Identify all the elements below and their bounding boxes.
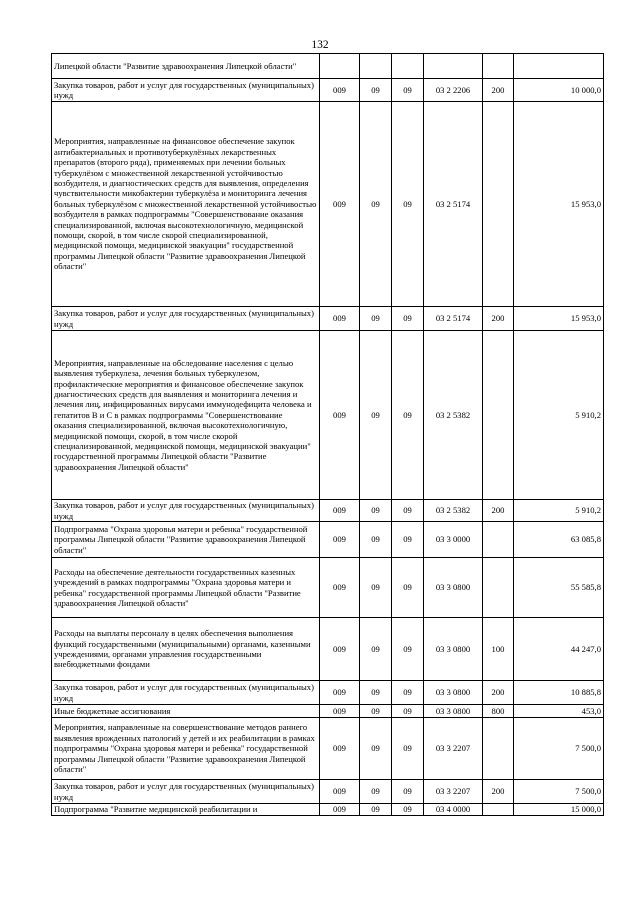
row-ministry-code: 009 — [320, 331, 360, 500]
row-expense-type: 200 — [483, 681, 514, 705]
row-section-code: 09 — [360, 331, 392, 500]
row-target-article: 03 2 5174 — [424, 307, 483, 331]
row-amount: 15 953,0 — [514, 307, 604, 331]
table-row — [52, 307, 604, 331]
row-expense-type — [483, 522, 514, 558]
row-amount: 55 585,8 — [514, 558, 604, 618]
table-row — [52, 804, 604, 816]
row-expense-type: 200 — [483, 79, 514, 102]
row-target-article: 03 3 0800 — [424, 681, 483, 705]
row-target-article: 03 4 0000 — [424, 804, 483, 816]
row-expense-type — [483, 804, 514, 816]
row-section-code: 09 — [360, 558, 392, 618]
row-section-code: 09 — [360, 79, 392, 102]
budget-table — [51, 53, 604, 816]
row-expense-type — [483, 558, 514, 618]
row-target-article: 03 3 0800 — [424, 618, 483, 681]
row-name: Закупка товаров, работ и услуг для государственных (муниципальных) нужд — [52, 307, 320, 331]
row-expense-type: 100 — [483, 618, 514, 681]
row-ministry-code: 009 — [320, 780, 360, 804]
table-row — [52, 718, 604, 780]
table-row — [52, 681, 604, 705]
row-target-article: 03 3 2207 — [424, 780, 483, 804]
row-target-article: 03 3 2207 — [424, 718, 483, 780]
row-ministry-code: 009 — [320, 705, 360, 718]
row-ministry-code: 009 — [320, 500, 360, 522]
table-row — [52, 618, 604, 681]
row-ministry-code — [320, 54, 360, 79]
table-row — [52, 79, 604, 102]
row-amount: 453,0 — [514, 705, 604, 718]
row-ministry-code: 009 — [320, 718, 360, 780]
row-amount: 63 085,8 — [514, 522, 604, 558]
row-expense-type: 200 — [483, 500, 514, 522]
row-ministry-code: 009 — [320, 804, 360, 816]
table-row — [52, 780, 604, 804]
row-subsection-code: 09 — [392, 102, 424, 307]
row-subsection-code: 09 — [392, 618, 424, 681]
page-number: 132 — [311, 39, 329, 51]
row-amount: 10 885,8 — [514, 681, 604, 705]
row-name: Закупка товаров, работ и услуг для государственных (муниципальных) нужд — [52, 780, 320, 804]
table-row — [52, 500, 604, 522]
row-name: Подпрограмма "Охрана здоровья матери и ребенка" государственной программы Липецкой области "Развитие здравоохранения Липецкой области" — [52, 522, 320, 558]
table-row — [52, 558, 604, 618]
row-subsection-code: 09 — [392, 331, 424, 500]
row-expense-type — [483, 718, 514, 780]
row-amount: 44 247,0 — [514, 618, 604, 681]
row-section-code: 09 — [360, 102, 392, 307]
table-row — [52, 522, 604, 558]
row-section-code: 09 — [360, 718, 392, 780]
row-amount: 15 953,0 — [514, 102, 604, 307]
row-ministry-code: 009 — [320, 79, 360, 102]
row-name: Липецкой области "Развитие здравоохранения Липецкой области" — [52, 54, 320, 79]
row-subsection-code: 09 — [392, 780, 424, 804]
row-section-code: 09 — [360, 780, 392, 804]
row-name: Подпрограмма "Развитие медицинской реабилитации и — [52, 804, 320, 816]
row-section-code: 09 — [360, 804, 392, 816]
row-subsection-code: 09 — [392, 307, 424, 331]
row-expense-type: 200 — [483, 307, 514, 331]
row-subsection-code: 09 — [392, 522, 424, 558]
row-subsection-code: 09 — [392, 681, 424, 705]
row-amount — [514, 54, 604, 79]
row-name: Закупка товаров, работ и услуг для государственных (муниципальных) нужд — [52, 681, 320, 705]
row-expense-type: 200 — [483, 780, 514, 804]
row-target-article: 03 3 0800 — [424, 558, 483, 618]
row-name: Расходы на обеспечение деятельности государственных казенных учреждений в рамках подпрограммы "Охрана здоровья матери и ребенка" государственной программы Липецкой области "Развитие здравоохранения Липецкой области" — [52, 558, 320, 618]
row-amount: 5 910,2 — [514, 331, 604, 500]
row-target-article: 03 3 0800 — [424, 705, 483, 718]
row-amount: 5 910,2 — [514, 500, 604, 522]
row-name: Закупка товаров, работ и услуг для государственных (муниципальных) нужд — [52, 79, 320, 102]
row-subsection-code: 09 — [392, 718, 424, 780]
row-subsection-code: 09 — [392, 705, 424, 718]
row-expense-type — [483, 102, 514, 307]
row-amount: 15 000,0 — [514, 804, 604, 816]
row-expense-type: 800 — [483, 705, 514, 718]
row-amount: 7 500,0 — [514, 780, 604, 804]
table-row — [52, 102, 604, 307]
row-target-article: 03 3 0000 — [424, 522, 483, 558]
row-amount: 7 500,0 — [514, 718, 604, 780]
row-ministry-code: 009 — [320, 681, 360, 705]
row-name: Расходы на выплаты персоналу в целях обеспечения выполнения функций государственными (муниципальными) органами, казенными учреждениями, органами управления государственными внебюджетными фондами — [52, 618, 320, 681]
row-expense-type — [483, 54, 514, 79]
row-section-code: 09 — [360, 500, 392, 522]
row-subsection-code — [392, 54, 424, 79]
row-subsection-code: 09 — [392, 500, 424, 522]
row-ministry-code: 009 — [320, 307, 360, 331]
row-section-code: 09 — [360, 681, 392, 705]
row-name: Мероприятия, направленные на совершенствование методов раннего выявления врожденных патологий у детей и их реабилитации в рамках подпрограммы "Охрана здоровья матери и ребенка" государственной программы Липецкой области "Развитие здравоохранения Липецкой области" — [52, 718, 320, 780]
row-name: Закупка товаров, работ и услуг для государственных (муниципальных) нужд — [52, 500, 320, 522]
row-name: Иные бюджетные ассигнования — [52, 705, 320, 718]
row-section-code: 09 — [360, 522, 392, 558]
row-subsection-code: 09 — [392, 79, 424, 102]
table-row — [52, 705, 604, 718]
row-ministry-code: 009 — [320, 102, 360, 307]
row-subsection-code: 09 — [392, 804, 424, 816]
table-row — [52, 331, 604, 500]
row-section-code: 09 — [360, 307, 392, 331]
row-subsection-code: 09 — [392, 558, 424, 618]
row-amount: 10 000,0 — [514, 79, 604, 102]
row-ministry-code: 009 — [320, 522, 360, 558]
row-target-article: 03 2 2206 — [424, 79, 483, 102]
row-name: Мероприятия, направленные на финансовое обеспечение закупок антибактериальных и противотуберкулёзных лекарственных препаратов (второго ряда), применяемых при лечении больных туберкулёзом с множественной лекарственной устойчивостью возбудителя, и диагностических средств для выявления, определения чувствительности микобактерии туберкулёза и мониторинга лечения больных туберкулёзом с множественной лекарственной устойчивостью возбудителя в рамках подпрограммы "Совершенствование оказания специализированной, включая высокотехнологичную, медицинской помощи, скорой, в том числе скорой специализированной, медицинской помощи, медицинской эвакуации" государственной программы Липецкой области "Развитие здравоохранения Липецкой области" — [52, 102, 320, 307]
row-ministry-code: 009 — [320, 558, 360, 618]
row-section-code: 09 — [360, 705, 392, 718]
row-target-article: 03 2 5382 — [424, 500, 483, 522]
row-ministry-code: 009 — [320, 618, 360, 681]
row-target-article — [424, 54, 483, 79]
row-section-code — [360, 54, 392, 79]
row-section-code: 09 — [360, 618, 392, 681]
row-target-article: 03 2 5382 — [424, 331, 483, 500]
row-target-article: 03 2 5174 — [424, 102, 483, 307]
table-row — [52, 54, 604, 79]
row-name: Мероприятия, направленные на обследование населения с целью выявления туберкулеза, лечения больных туберкулезом, профилактические мероприятия и финансовое обеспечение закупок диагностических средств для выявления и мониторинга лечения и лечения лиц, инфицированных вирусами иммунодефицита человека и гепатитов В и С в рамках подпрограммы "Совершенствование оказания специализированной, включая высокотехнологичную, медицинской помощи, скорой, в том числе скорой специализированной, медицинской помощи, медицинской эвакуации" государственной программы Липецкой области "Развитие здравоохранения Липецкой области" — [52, 331, 320, 500]
row-expense-type — [483, 331, 514, 500]
